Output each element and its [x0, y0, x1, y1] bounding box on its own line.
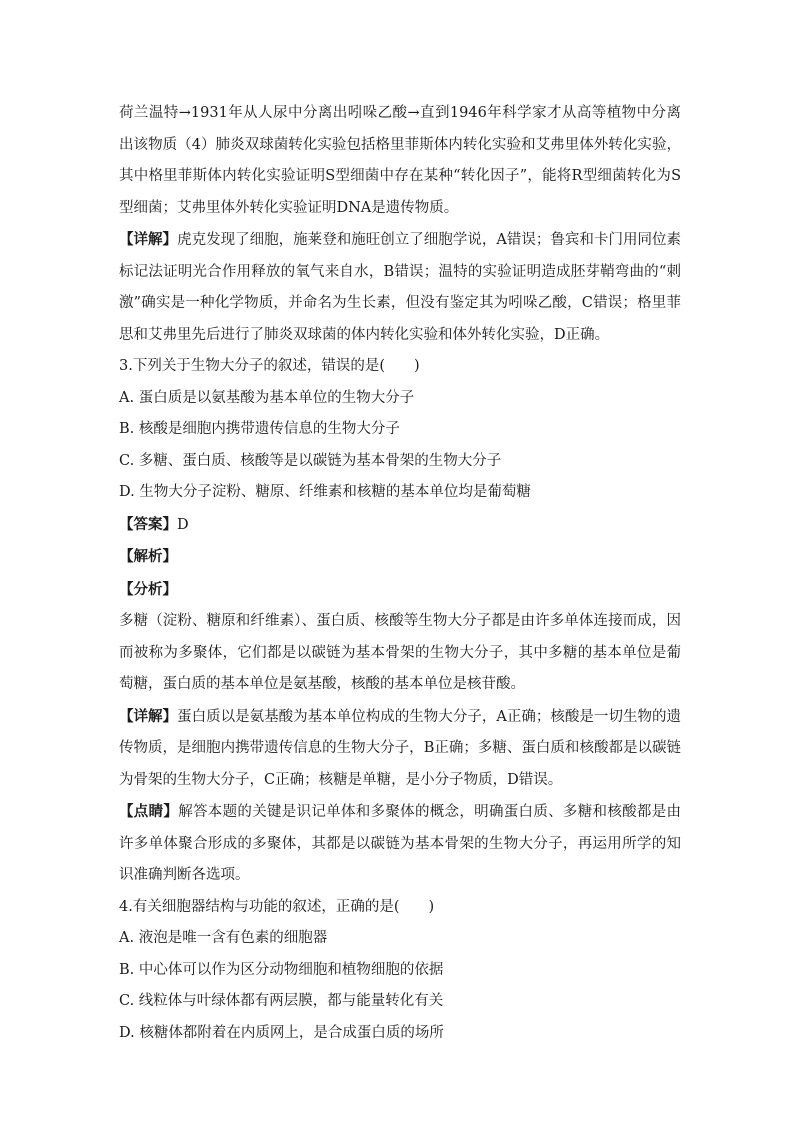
- analysis-heading: 【解析】: [119, 548, 177, 565]
- question-3-breakdown-paragraph: 多糖（淀粉、糖原和纤维素）、蛋白质、核酸等生物大分子都是由许多单体连接而成，因而被称为多聚体，它们都是以碳链为基本骨架的生物大分子，其中多糖的基本单位是葡萄糖，蛋白质的基本单位是氨基酸，核酸的基本单位是核苷酸。: [119, 613, 681, 692]
- question-4-option-c: C. 线粒体与叶绿体都有两层膜，都与能量转化有关: [119, 993, 444, 1009]
- question-3-option-d: D. 生物大分子淀粉、糖原、纤维素和核糖的基本单位均是葡萄糖: [119, 484, 531, 500]
- section-tag: 【详解】: [119, 231, 178, 248]
- continued-analysis-paragraph: 荷兰温特→1931年从人尿中分离出吲哚乙酸→直到1946年科学家才从高等植物中分离出该物质（4）肺炎双球菌转化实验包括格里菲斯体内转化实验和艾弗里体外转化实验，其中格里菲斯体内转化实验证明S型细菌中存在某种“转化因子”，能将R型细菌转化为S型细菌；艾弗里体外转化实验证明DNA是遗传物质。: [119, 105, 681, 216]
- question-3-option-b: B. 核酸是细胞内携带遗传信息的生物大分子: [119, 421, 400, 437]
- answer-tag: 【答案】: [119, 515, 177, 533]
- question-3-answer: 【答案】D: [119, 515, 189, 533]
- question-3-option-c: C. 多糖、蛋白质、核酸等是以碳链为基本骨架的生物大分子: [119, 452, 502, 469]
- breakdown-heading: 【分析】: [119, 580, 177, 598]
- question-4-stem: 4.有关细胞器结构与功能的叙述，正确的是( ): [119, 898, 435, 915]
- q2-explanation-paragraph: 【详解】虎克发现了细胞，施莱登和施旺创立了细胞学说，A错误；鲁宾和卡门用同位素标记法证明光合作用释放的氧气来自水，B错误；温特的实验证明造成胚芽鞘弯曲的“刺激”确实是一种化学物质，并命名为生长素，但没有鉴定其为吲哚乙酸，C错误；格里菲思和艾弗里先后进行了肺炎双球菌的体内转化实验和体外转化实验，D正确。: [119, 231, 682, 343]
- question-3-tip-paragraph: 【点睛】解答本题的关键是识记单体和多聚体的概念，明确蛋白质、多糖和核酸都是由许多单体聚合形成的多聚体，其都是以碳链为基本骨架的生物大分子，再运用所学的知识准确判断各选项。: [119, 803, 682, 883]
- question-4-option-d: D. 核糖体都附着在内质网上，是合成蛋白质的场所: [119, 1024, 444, 1041]
- question-3-explanation-paragraph: 【详解】蛋白质以是氨基酸为基本单位构成的生物大分子，A正确；核酸是一切生物的遗传物质，是细胞内携带遗传信息的生物大分子，B正确；多糖、蛋白质和核酸都是以碳链为骨架的生物大分子，C正确；核糖是单糖，是小分子物质，D错误。: [119, 707, 682, 788]
- question-4-option-b: B. 中心体可以作为区分动物细胞和植物细胞的依据: [119, 961, 444, 978]
- question-3-stem: 3.下列关于生物大分子的叙述，错误的是( ): [119, 358, 420, 374]
- question-3-option-a: A. 蛋白质是以氨基酸为基本单位的生物大分子: [119, 389, 415, 406]
- question-4-option-a: A. 液泡是唯一含有色素的细胞器: [119, 930, 328, 946]
- document-body: [119, 98, 681, 1049]
